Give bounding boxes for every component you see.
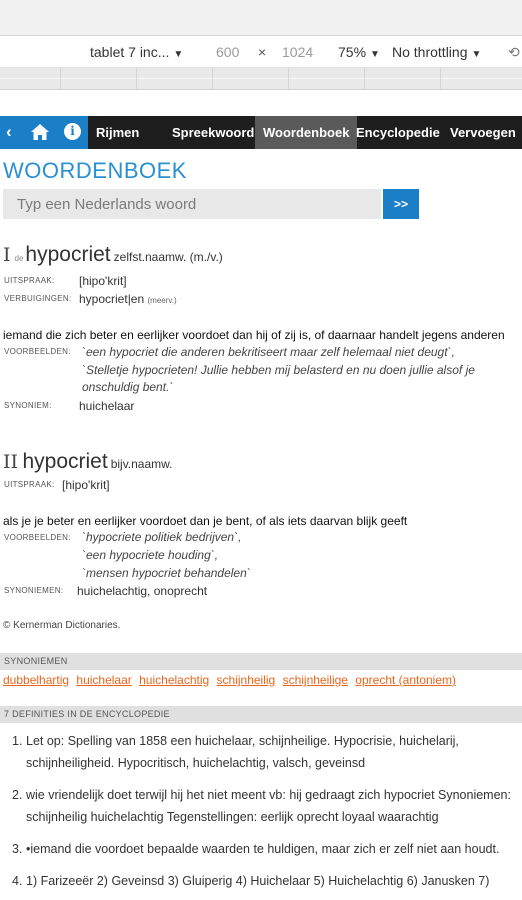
nav-item-spreekwoord[interactable]: Spreekwoord	[172, 125, 255, 140]
inflections-text: hypocriet|en	[79, 292, 145, 306]
synonym-link[interactable]: oprecht (antoniem)	[355, 673, 457, 687]
list-item	[12, 784, 518, 828]
examples-label: VOORBEELDEN:	[4, 533, 71, 542]
synonym-link[interactable]: schijnheilig	[216, 673, 276, 687]
search-button[interactable]: >>	[383, 189, 419, 219]
nav-item-vervoegen[interactable]: Vervoegen	[450, 125, 516, 140]
example-line: `hypocriete politiek bedrijven`,	[82, 530, 242, 544]
list-item	[12, 730, 518, 774]
list-item-number: 3.	[12, 842, 23, 856]
definition: als je je beter en eerlijker voordoet dan je bent, of als iets daarvan blijk geeft	[3, 514, 408, 528]
synonym-link[interactable]: huichelaar	[76, 673, 132, 687]
pronunciation-value: [hipo'krit]	[79, 274, 127, 288]
ruler-divider	[364, 68, 365, 90]
home-icon[interactable]	[30, 123, 50, 141]
ruler-divider	[60, 68, 61, 90]
example-line: `een hypocriet die anderen bekritiseert maar zelf helemaal niet deugt`,	[82, 345, 455, 359]
example-line: `mensen hypocriet behandelen`	[82, 566, 251, 580]
entry-numeral: II	[3, 451, 19, 473]
search-input[interactable]	[3, 189, 381, 219]
list-item-text: wie vriendelijk doet terwijl hij het niet meent vb: hij gedraagt zich hypocriet Synoniemen: schijnheilig huichelachtig Tegenstellingen: eerlijk oprecht loyaal waarachtig	[26, 788, 511, 824]
synonym-links	[3, 673, 460, 687]
list-item-text: 1) Farizeeër 2) Geveinsd 3) Gluiperig 4) Huichelaar 5) Huichelachtig 6) Janusken 7)	[26, 874, 490, 888]
ruler-divider	[288, 68, 289, 90]
definition: iemand die zich beter en eerlijker voordoet dan hij of zij is, of daarnaar handelt jegens anderen	[3, 328, 505, 342]
entry-pos: bijv.naamw.	[110, 457, 173, 471]
ruler-divider	[212, 68, 213, 90]
examples-label: VOORBEELDEN:	[4, 347, 71, 356]
entry-article: de	[14, 254, 24, 263]
synoniemen-heading: SYNONIEMEN	[0, 653, 522, 670]
copyright: © Kernerman Dictionaries.	[3, 620, 121, 631]
width-input[interactable]: 600	[216, 44, 240, 60]
chevron-down-icon: ▼	[173, 49, 184, 60]
list-item-number: 4.	[12, 874, 23, 888]
list-item	[12, 838, 518, 860]
nav-item-woordenboek[interactable]: Woordenboek	[255, 116, 357, 149]
entry-pos: zelfst.naamw. (m./v.)	[113, 250, 223, 264]
height-input[interactable]: 1024	[282, 44, 314, 60]
chevron-down-icon: ▼	[471, 49, 482, 60]
entry-heading	[3, 450, 173, 474]
device-toolbar	[0, 36, 522, 68]
entry-numeral: I	[3, 244, 11, 266]
list-item-number: 2.	[12, 788, 23, 802]
devtools-top-strip	[0, 0, 522, 36]
entry-word: hypocriet	[25, 243, 111, 266]
entry-heading	[3, 243, 223, 267]
dimension-separator: ×	[258, 44, 267, 60]
pronunciation-label: UITSPRAAK:	[4, 276, 55, 285]
device-select-label: tablet 7 inc...	[90, 44, 170, 60]
pronunciation-label: UITSPRAAK:	[4, 480, 55, 489]
synonym-link[interactable]: huichelachtig	[139, 673, 210, 687]
synonym-link[interactable]: dubbelhartig	[3, 673, 70, 687]
page-top-gap	[0, 90, 522, 116]
example-line: `een hypocriete houding`,	[82, 548, 219, 562]
example-line: `Stelletje hypocrieten! Jullie hebben mij belasterd en nu doen jullie alsof je	[82, 363, 475, 377]
nav-item-encyclopedie[interactable]: Encyclopedie	[356, 125, 440, 140]
synonym-value: huichelaar	[79, 399, 135, 413]
rotate-icon[interactable]: ⟲	[508, 44, 520, 60]
throttling-select-label: No throttling	[392, 44, 468, 60]
entry-word: hypocriet	[22, 450, 108, 473]
inflections-label: VERBUIGINGEN:	[4, 294, 72, 303]
ruler-top-band	[0, 68, 522, 79]
inflections-note: (meerv.)	[147, 296, 177, 305]
info-icon[interactable]: i	[64, 123, 81, 140]
example-line: onschuldig bent.`	[82, 380, 174, 394]
encyclopedie-list	[12, 730, 518, 900]
zoom-select-label: 75%	[338, 44, 367, 60]
synonym-label: SYNONIEMEN:	[4, 586, 64, 595]
synonym-value: huichelachtig, onoprecht	[77, 584, 208, 598]
nav-item-rijmen[interactable]: Rijmen	[96, 125, 140, 140]
back-icon[interactable]: ‹	[6, 122, 12, 141]
list-item-number: 1.	[12, 734, 23, 748]
device-select[interactable]	[90, 44, 183, 60]
list-item-text: •iemand die voordoet bepaalde waarden te huldigen, maar zich er zelf niet aan houdt.	[26, 842, 500, 856]
ruler-divider	[440, 68, 441, 90]
ruler-divider	[136, 68, 137, 90]
encyclopedie-heading: 7 DEFINITIES IN DE ENCYCLOPEDIE	[0, 706, 522, 723]
synonym-link[interactable]: schijnheilige	[282, 673, 348, 687]
pronunciation-value: [hipo'krit]	[62, 478, 110, 492]
site-nav	[0, 116, 522, 149]
inflections-value	[79, 292, 177, 306]
page-title: WOORDENBOEK	[3, 158, 187, 183]
media-query-ruler	[0, 68, 522, 90]
list-item	[12, 870, 518, 892]
throttling-select[interactable]	[392, 44, 481, 60]
list-item-text: Let op: Spelling van 1858 een huichelaar, schijnheilige. Hypocrisie, huichelarij, schijnheiligheid. Hypocritisch, huichelachtig, valsch, geveinsd	[26, 734, 459, 770]
synonym-label: SYNONIEM:	[4, 401, 52, 410]
chevron-down-icon: ▼	[370, 49, 380, 60]
zoom-select[interactable]	[338, 44, 380, 60]
